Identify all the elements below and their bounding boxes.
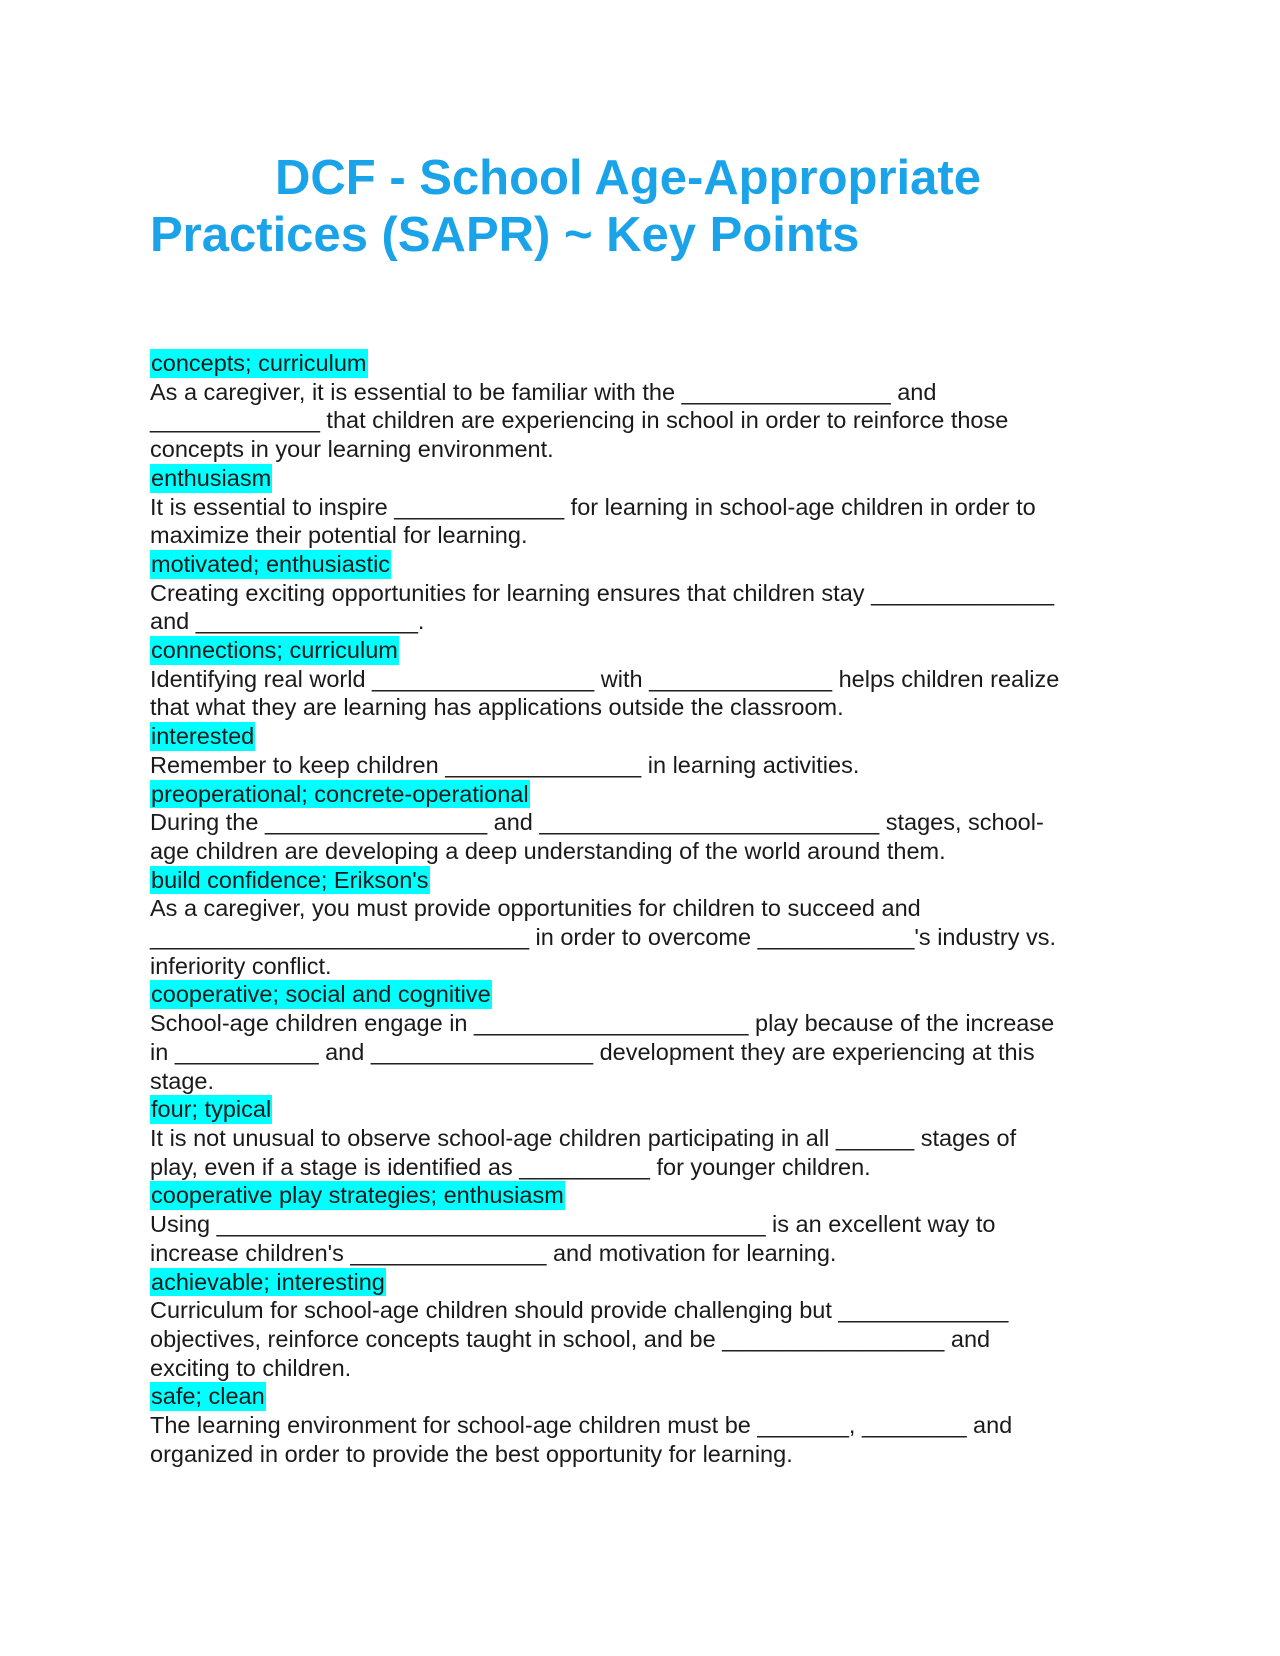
key-point-item xyxy=(150,349,1130,464)
highlighted-answer: interested xyxy=(151,723,255,750)
highlighted-answer: connections; curriculum xyxy=(151,637,398,664)
highlighted-answer: four; typical xyxy=(151,1096,272,1123)
document-page xyxy=(150,150,1130,1467)
title-line-2: Practices (SAPR) ~ Key Points xyxy=(150,208,860,262)
fill-in-question: As a caregiver, you must provide opportunities for children to succeed and _____________________________ in order to overcome ____________'s industry vs. inferiority conflict. xyxy=(150,895,1057,979)
fill-in-question: Creating exciting opportunities for learning ensures that children stay ______________ and _________________. xyxy=(150,579,1055,635)
key-point-item xyxy=(150,550,1130,636)
highlighted-answer: cooperative; social and cognitive xyxy=(151,981,491,1008)
fill-in-question: During the _________________ and __________________________ stages, school- age children are developing a deep understanding of the world around them. xyxy=(150,809,1044,864)
highlighted-answer: preoperational; concrete-operational xyxy=(151,780,529,807)
fill-in-question: School-age children engage in _____________________ play because of the increase in ___________ and _________________ development they are experiencing at this stage. xyxy=(150,1010,1055,1094)
highlighted-answer: enthusiasm xyxy=(151,464,272,491)
key-point-item xyxy=(150,866,1130,981)
fill-in-question: Using __________________________________________ is an excellent way to increase children's _______________ and motivation for learning. xyxy=(150,1211,996,1266)
fill-in-question: It is not unusual to observe school-age children participating in all ______ stages of play, even if a stage is identified as __________ for younger children. xyxy=(150,1124,1017,1180)
key-points-list xyxy=(150,349,1130,1468)
key-point-item xyxy=(150,780,1130,866)
fill-in-question: Curriculum for school-age children should provide challenging but _____________ objectives, reinforce concepts taught in school, and be _________________ and exciting to children. xyxy=(150,1297,1009,1381)
key-point-item xyxy=(150,636,1130,722)
highlighted-answer: motivated; enthusiastic xyxy=(151,550,391,577)
key-point-item xyxy=(150,1382,1130,1468)
key-point-item xyxy=(150,464,1130,550)
fill-in-question: Identifying real world _________________ with ______________ helps children realize that what they are learning has applications outside the classroom. xyxy=(150,665,1060,721)
highlighted-answer: concepts; curriculum xyxy=(151,350,367,376)
fill-in-question: It is essential to inspire _____________ for learning in school-age children in order to maximize their potential for learning. xyxy=(150,493,1036,549)
fill-in-question: Remember to keep children _______________ in learning activities. xyxy=(150,751,860,778)
title-line-1: DCF - School Age-Appropriate xyxy=(275,151,981,205)
highlighted-answer: build confidence; Erikson's xyxy=(151,866,429,893)
key-point-item xyxy=(150,1095,1130,1181)
highlighted-answer: cooperative play strategies; enthusiasm xyxy=(151,1182,564,1209)
highlighted-answer: safe; clean xyxy=(151,1383,265,1410)
key-point-item xyxy=(150,722,1130,779)
page-title xyxy=(150,150,1130,264)
key-point-item xyxy=(150,1181,1130,1267)
fill-in-question: As a caregiver, it is essential to be familiar with the ________________ and _____________ that children are experiencing in school in order to reinforce those concepts in your learning environment. xyxy=(150,378,1009,463)
key-point-item xyxy=(150,980,1130,1095)
highlighted-answer: achievable; interesting xyxy=(151,1268,385,1295)
fill-in-question: The learning environment for school-age children must be _______, ________ and organized in order to provide the best opportunity for learning. xyxy=(150,1412,1013,1467)
key-point-item xyxy=(150,1268,1130,1383)
